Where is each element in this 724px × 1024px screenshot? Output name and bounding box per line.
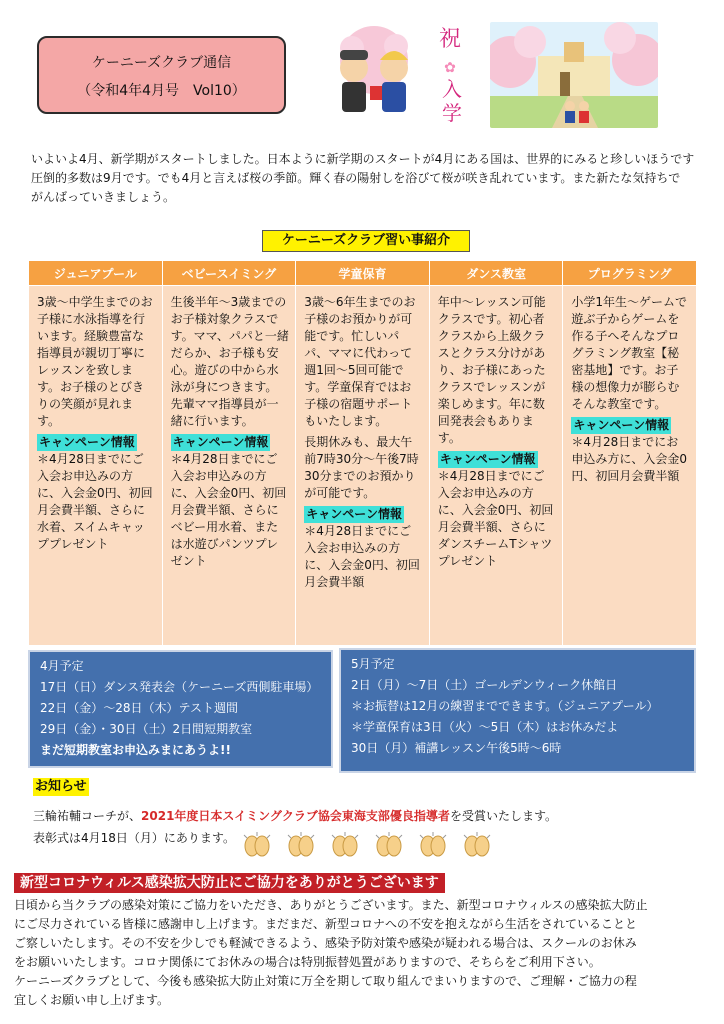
lesson-cell-junior-pool <box>29 286 163 646</box>
award-suffix: を受賞いたします。 <box>449 809 557 823</box>
lessons-header-row <box>29 261 697 286</box>
lesson-header-junior-pool: ジュニアプール <box>29 261 163 286</box>
covid-line: 日頃から当クラブの感染対策にご協力をいただき、ありがとうございます。また、新型コロナウィルスの感染拡大防止 <box>14 898 648 912</box>
covid-line: ご察しいたします。その不安を少しでも軽減できるよう、感染予防対策や感染が疑われる場合は、スクールのお休み <box>14 936 637 950</box>
ceremony-date: 表彰式は4月18日（月）にあります。 <box>33 831 235 845</box>
school-cherry-blossom-illustration <box>490 22 658 128</box>
intro-line: いよいよ4月、新学期がスタートしました。日本ように新学期のスタートが4月にある国は、世界的にみると珍しいほうです <box>31 152 695 166</box>
lesson-description: 3歳～6年生までのお子様のお預かりが可能です。忙しいパパ、ママに代わって週1回～5回可能です。学童保育ではお子様の宿題サポートもいたします。 <box>304 295 416 428</box>
may-schedule-box <box>339 648 696 773</box>
campaign-label: キャンペーン情報 <box>439 452 536 466</box>
campaign-text: ＊4月28日までにお申込み方に、入会金0円、初回月会費半額 <box>571 435 688 483</box>
covid-notice-title: 新型コロナウィルス感染拡大防止にご協力をありがとうございます <box>14 873 445 893</box>
clapping-hands-icon <box>284 831 318 857</box>
lesson-cell-programming <box>563 286 697 646</box>
newsletter-title: ケーニーズクラブ通信 <box>91 55 232 71</box>
lesson-extra: 長期休みも、最大午前7時30分～午後7時30分までのお預かりが可能です。 <box>304 435 419 500</box>
lesson-description: 年中～レッスン可能クラスです。初心者クラスから上級クラスとクラス分けがあり、お子様にあったクラスでレッスンが楽しめます。年に数回発表会もあります。 <box>437 295 546 445</box>
may-schedule-item: ＊お振替は12月の練習までできます。（ジュニアプール） <box>351 699 659 713</box>
lesson-cell-baby-swimming <box>162 286 296 646</box>
celebration-text-art <box>430 20 470 130</box>
covid-line: をお願いいたします。コロナ関係にてお休みの場合は特別振替処置がありますので、そちらをご利用下さい。 <box>14 955 601 969</box>
lessons-section-title: ケーニーズクラブ習い事紹介 <box>262 230 470 252</box>
campaign-text: ＊4月28日までにご入会お申込みの方に、入会金0円、初回月会費半額、さらにベビー用水着、または水遊びパンツプレゼント <box>170 452 287 568</box>
intro-paragraph <box>31 150 711 207</box>
lesson-header-dance: ダンス教室 <box>429 261 563 286</box>
covid-line: 宜しくお願い申し上げます。 <box>14 993 170 1007</box>
lesson-description: 3歳～中学生までのお子様に水泳指導を行います。経験豊富な指導員が親切丁寧にレッスンを致します。お子様のとびきりの笑顔が見れます。 <box>37 295 153 428</box>
svg-text:✿: ✿ <box>444 60 456 76</box>
intro-line: がんばっていきましょう。 <box>31 190 176 204</box>
news-title: お知らせ <box>35 779 87 794</box>
may-schedule-item: ＊学童保育は3日（火）～5日（木）はお休みだよ <box>351 720 619 734</box>
award-line <box>33 805 557 827</box>
lesson-header-after-school-care: 学童保育 <box>296 261 430 286</box>
award-name: 2021年度日本スイミングクラブ協会東海支部優良指導者 <box>141 809 450 823</box>
lesson-cell-dance <box>429 286 563 646</box>
campaign-label: キャンペーン情報 <box>172 435 269 449</box>
clapping-hands-icon <box>240 831 274 857</box>
covid-notice-body <box>14 896 714 1010</box>
campaign-text: ＊4月28日までにご入会お申込みの方に、入会金0円、初回月会費半額、さらにダンスチームTシャツプレゼント <box>437 469 554 568</box>
clapping-hands-icon <box>328 831 362 857</box>
clapping-hands-row <box>240 831 499 861</box>
covid-line: にご尽力されている皆様に感謝申し上げます。まだまだ、新型コロナへの不安を抱えながら生活をされていることと <box>14 917 638 931</box>
campaign-label: キャンペーン情報 <box>306 507 402 521</box>
lesson-description: 小学1年生～ゲームで遊ぶ子からゲームを作る子へそんなプログラミング教室【秘密基地】です。お子様の想像力が膨らむそんな教室です。 <box>571 295 688 411</box>
campaign-label: キャンペーン情報 <box>39 435 135 449</box>
lesson-description: 生後半年～3歳までのお子様対象クラスです。ママ、パパと一緒だらか、お子様も安心。遊びの中から水泳が身につきます。先輩ママ指導員が一緒に行います。 <box>170 295 289 428</box>
clapping-hands-icon <box>372 831 406 857</box>
svg-text:入: 入 <box>442 77 462 101</box>
campaign-text: ＊4月28日までにご入会お申込みの方に、入会金0円、初回月会費半額、さらに水着、スイムキャッププレゼント <box>37 452 153 551</box>
campaign-label: キャンペーン情報 <box>573 418 670 432</box>
intro-line: 圧倒的多数は9月です。でも4月と言えば桜の季節。輝く春の陽射しを浴びて桜が咲き乱れています。また新たな気持ちで <box>31 171 681 185</box>
newsletter-title-box <box>37 36 286 114</box>
april-schedule-item: 22日（金）～28日（木）テスト週間 <box>40 701 239 715</box>
svg-text:学: 学 <box>442 101 462 125</box>
lessons-table <box>28 260 697 646</box>
may-schedule-item: 2日（月）～7日（土）ゴールデンウィーク休館日 <box>351 678 618 692</box>
may-schedule-title: 5月予定 <box>351 657 395 671</box>
clapping-hands-icon <box>460 831 494 857</box>
lesson-header-programming: プログラミング <box>563 261 697 286</box>
newsletter-issue: （令和4年4月号 Vol10） <box>77 83 246 99</box>
svg-text:祝: 祝 <box>438 27 462 52</box>
award-prefix: 三輪祐輔コーチが、 <box>33 809 142 823</box>
lessons-body-row <box>29 286 697 646</box>
campaign-text: ＊4月28日までにご入会お申込みの方に、入会金0円、初回月会費半額 <box>304 524 420 589</box>
covid-line: ケーニーズクラブとして、今後も感染拡大防止対策に万全を期して取り組んでまいりますので、ご理解・ご協力の程 <box>14 974 637 988</box>
april-schedule-title: 4月予定 <box>40 659 84 673</box>
clapping-hands-icon <box>416 831 450 857</box>
april-schedule-highlight: まだ短期教室お申込みまにあうよ!! <box>40 743 231 757</box>
may-schedule-item: 30日（月）補講レッスン午後5時～6時 <box>351 741 562 755</box>
students-illustration <box>322 20 426 124</box>
lesson-cell-after-school-care <box>296 286 430 646</box>
april-schedule-item: 29日（金）・30日（土）2日間短期教室 <box>40 722 253 736</box>
lesson-header-baby-swimming: ベビースイミング <box>162 261 296 286</box>
april-schedule-box <box>28 650 333 768</box>
april-schedule-item: 17日（日）ダンス発表会（ケーニーズ西側駐車場） <box>40 680 319 694</box>
